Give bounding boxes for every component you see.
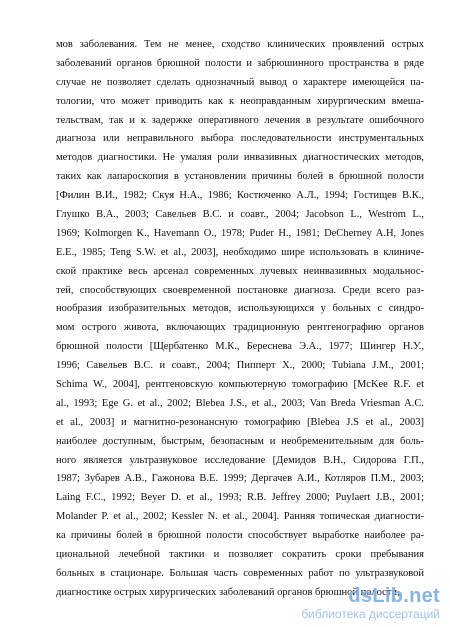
text-line: al., 1993; Ege G. et al., 2002; Blebea J.S., et al., 2003; Van Breda Vriesman A.C. — [56, 397, 424, 409]
text-line: 1969; Kolmorgen K., Havemann O., 1978; Puder H., 1981; DeCherney A.H, Jones — [56, 227, 424, 239]
text-line: заболеваний органов брюшной полости и забрюшинного пространства в ряде — [56, 57, 424, 69]
text-line: ного является ультразвуковое исследование [Демидов В.Н., Сидорова Г.П., — [56, 454, 424, 466]
text-line: методов диагностики. Не умаляя роли инвазивных диагностических методов, — [56, 152, 424, 164]
text-line: [Филин В.И., 1982; Скуя Н.А., 1986; Костюченко А.Л., 1994; Гостищев В.К., — [56, 190, 424, 202]
text-line: Schima W., 2004], рентгеновскую компьютерную томографию [McKee R.F. et — [56, 379, 424, 391]
text-line: наиболее доступным, быстрым, безопасным и необременительным для боль- — [56, 435, 424, 447]
text-line: тельствам, так и к задержке оперативного лечения в результате ошибочного — [56, 114, 424, 126]
text-line: E.E., 1985; Teng S.W. et al., 2003], необходимо шире использовать в клиниче- — [56, 246, 424, 258]
text-line: et al., 2003] и магнитно-резонансную томографию [Blebea J.S et al., 2003] — [56, 416, 424, 428]
watermark-logo: dsLib.net — [348, 585, 440, 607]
text-line: диагностике острых хирургических заболеваний органов брюшной полости, — [56, 586, 400, 598]
text-line: Глушко В.А., 2003; Савельев В.С. и соавт., 2004; Jacobson L., Westrom L., — [56, 209, 424, 221]
text-line: нообразия изобразительных методов, использующихся у больных с синдро- — [56, 303, 424, 315]
text-line: Laing F.C., 1992; Beyer D. et al., 1993; R.B. Jeffrey 2000; Puylaert J.B., 2001; — [56, 492, 424, 504]
text-line: тей, способствующих своевременной постановке диагноза. Среди всего раз- — [56, 284, 424, 296]
text-line: больных в стационаре. Большая часть современных работ по ультразвуковой — [56, 567, 424, 579]
text-line: циональной лечебной тактики и позволяет сократить сроки пребывания — [56, 549, 424, 561]
text-line: брюшной полости [Щербатенко М.К., Береснева Э.А., 1977; Шингер Н.У., — [56, 341, 424, 353]
text-line: диагноза или неправильного выбора последовательности инструментальных — [56, 133, 424, 145]
watermark — [301, 585, 440, 621]
watermark-subtitle: библиотека диссертаций — [301, 607, 440, 621]
text-line: ской практике весь арсенал современных лучевых неинвазивных модальнос- — [56, 265, 424, 277]
body-text — [56, 36, 424, 603]
text-line: таких как лапароскопия в установлении причины болей в брюшной полости — [56, 171, 424, 183]
text-line: мом острого живота, включающих традиционную рентгенографию органов — [56, 322, 424, 334]
text-line: ка причины болей в брюшной полости способствует выработке наиболее ра- — [56, 530, 424, 542]
text-line: случае не позволяет сделать однозначный вывод о характере имеющейся па- — [56, 76, 424, 88]
text-line: 1996; Савельев В.С. и соавт., 2004; Пипперт Х., 2000; Tubiana J.M., 2001; — [56, 360, 424, 372]
text-line: 1987; Зубарев А.В., Гажонова В.Е. 1999; Дергачев А.И., Котляров П.М., 2003; — [56, 473, 424, 485]
text-line: Molander P. et al., 2002; Kessler N. et al., 2004]. Ранняя топическая диагности- — [56, 511, 424, 523]
text-line: мов заболевания. Тем не менее, сходство клинических проявлений острых — [56, 39, 424, 50]
text-line: тологии, что может приводить как к неоправданным хирургическим вмеша- — [56, 95, 424, 107]
